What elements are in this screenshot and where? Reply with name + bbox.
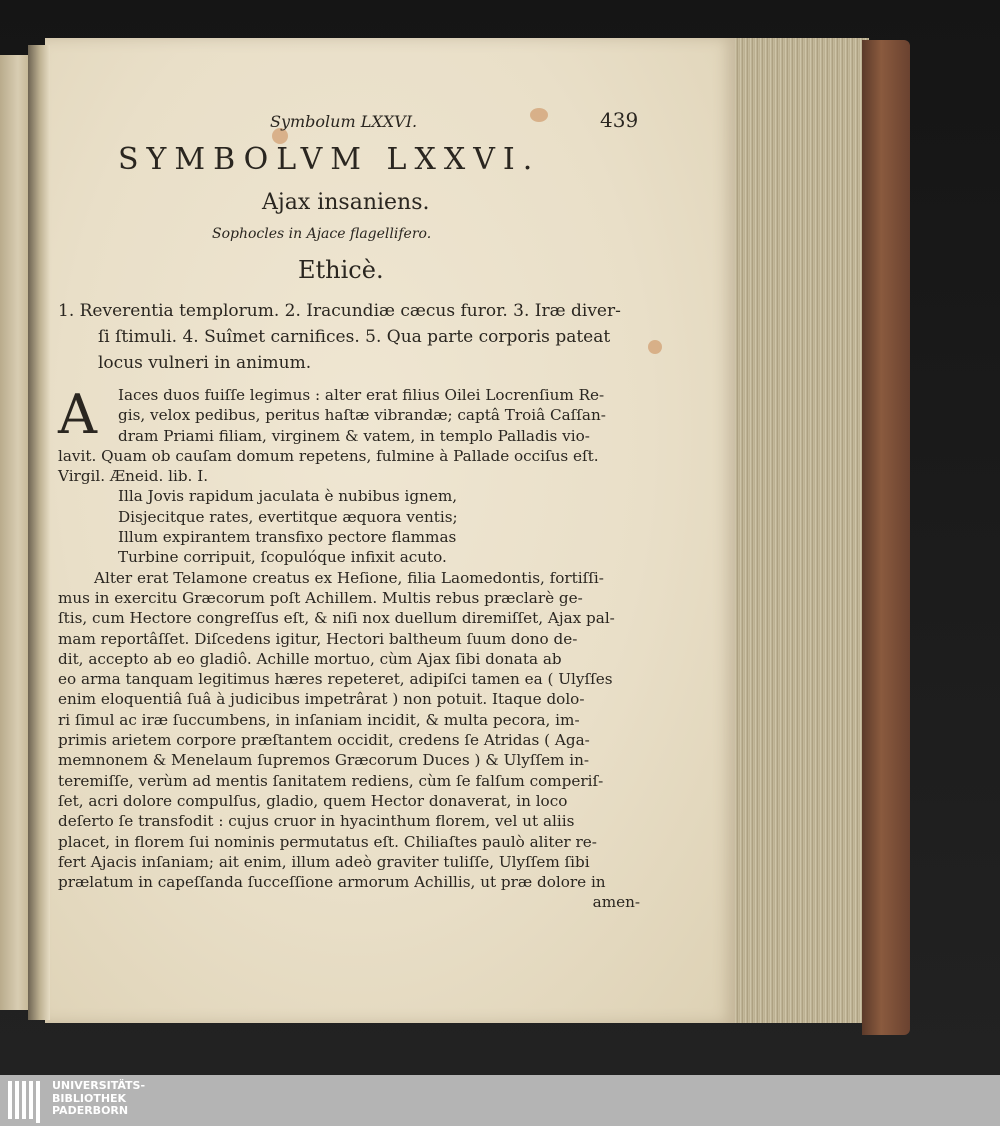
book-gutter xyxy=(28,45,50,1020)
verse-line: Turbine corripuit, ſcopulóque infixit acuto. xyxy=(118,548,447,567)
page-stain xyxy=(530,108,548,122)
body-line: teremiſſe, verùm ad mentis ſanitatem rediens, cùm ſe falſum comperiſ- xyxy=(58,771,604,790)
library-footer xyxy=(0,1075,1000,1126)
body-line: deſerto ſe transfodit : cujus cruor in hyacinthum florem, vel ut aliis xyxy=(58,812,575,831)
body-line: Iaces duos fuiſſe legimus : alter erat filius Oilei Locrenſium Re- xyxy=(118,386,605,404)
summary-line: ſi ſtimuli. 4. Suîmet carnifices. 5. Qua parte corporis pateat xyxy=(98,327,611,347)
body-line: ſet, acri dolore compulſus, gladio, quem Hector donaverat, in loco xyxy=(58,791,568,810)
verse-line: Illum expirantem transfixo pectore flammas xyxy=(118,528,457,547)
body-line: ri ſimul ac iræ ſuccumbens, in inſaniam incidit, & multa pecora, im- xyxy=(58,710,580,729)
body-line: eo arma tanquam legitimus hæres repeteret, adipiſci tamen ea ( Ulyſſes xyxy=(58,670,613,689)
body-line: placet, in florem ſui nominis permutatus eſt. Chiliaſtes paulò aliter re- xyxy=(58,832,597,851)
body-line: prælatum in capeſſanda ſucceſſione armorum Achillis, ut præ dolore in xyxy=(58,873,606,892)
library-name xyxy=(52,1080,145,1118)
page-number: 439 xyxy=(600,108,639,132)
body-line: gis, velox pedibus, peritus haſtæ vibrandæ; captâ Troiâ Caſſan- xyxy=(118,406,606,425)
library-name-line: UNIVERSITÄTS- xyxy=(52,1079,146,1092)
body-line: dit, accepto ab eo gladiô. Achille mortuo, cùm Ajax ſibi donata ab xyxy=(58,649,562,668)
body-line: mus in exercitu Græcorum poſt Achillem. Multis rebus præclarè ge- xyxy=(58,588,583,607)
body-line: Alter erat Telamone creatus ex Heſione, filia Laomedontis, fortiſſi- xyxy=(94,568,604,587)
body-line: ſtis, cum Hectore congreſſus eſt, & niſi nox duellum diremiſſet, Ajax pal- xyxy=(58,609,615,628)
body-line: primis arietem corpore præſtantem occidit, credens ſe Atridas ( Aga- xyxy=(58,731,590,750)
catchword: amen- xyxy=(592,893,640,912)
summary-line: locus vulneri in animum. xyxy=(98,353,312,373)
source-citation: Sophocles in Ajace flagellifero. xyxy=(212,226,432,242)
body-line: memnonem & Menelaum ſupremos Græcorum Duces ) & Ulyſſem in- xyxy=(58,751,590,770)
verse-line: Disjecitque rates, evertitque æquora ventis; xyxy=(118,507,458,526)
body-line: enim eloquentiâ ſuâ à judicibus impetrârat ) non potuit. Itaque dolo- xyxy=(58,690,585,709)
body-line: dram Priami filiam, virginem & vatem, in templo Palladis vio- xyxy=(118,426,590,445)
verse-line: Illa Jovis rapidum jaculata è nubibus ignem, xyxy=(118,487,458,506)
symbol-subtitle: Ajax insaniens. xyxy=(262,190,430,215)
body-line: fert Ajacis inſaniam; ait enim, illum adeò graviter tuliſſe, Ulyſſem ſibi xyxy=(58,852,590,871)
library-name-line: PADERBORN xyxy=(52,1104,129,1117)
library-logo-icon xyxy=(8,1081,48,1121)
page-edges xyxy=(728,38,869,1023)
body-line: Virgil. Æneid. lib. I. xyxy=(58,467,209,486)
body-line: mam reportâſſet. Diſcedens igitur, Hectori baltheum ſuum dono de- xyxy=(58,629,578,648)
section-heading: Ethicè. xyxy=(298,256,384,284)
library-name-line: BIBLIOTHEK xyxy=(52,1091,127,1105)
summary-block xyxy=(58,298,638,376)
book-cover-edge xyxy=(862,40,910,1035)
running-head: Symbolum LXXVI. xyxy=(270,112,418,131)
symbol-title: SYMBOLVM LXXVI. xyxy=(118,142,541,177)
body-text xyxy=(58,385,640,913)
body-line: lavit. Quam ob cauſam domum repetens, fulmine à Pallade occiſus eſt. xyxy=(58,446,599,465)
drop-cap: A xyxy=(58,383,97,446)
page-stain xyxy=(648,340,662,354)
summary-line: 1. Reverentia templorum. 2. Iracundiæ cæcus furor. 3. Iræ diver- xyxy=(58,301,621,321)
